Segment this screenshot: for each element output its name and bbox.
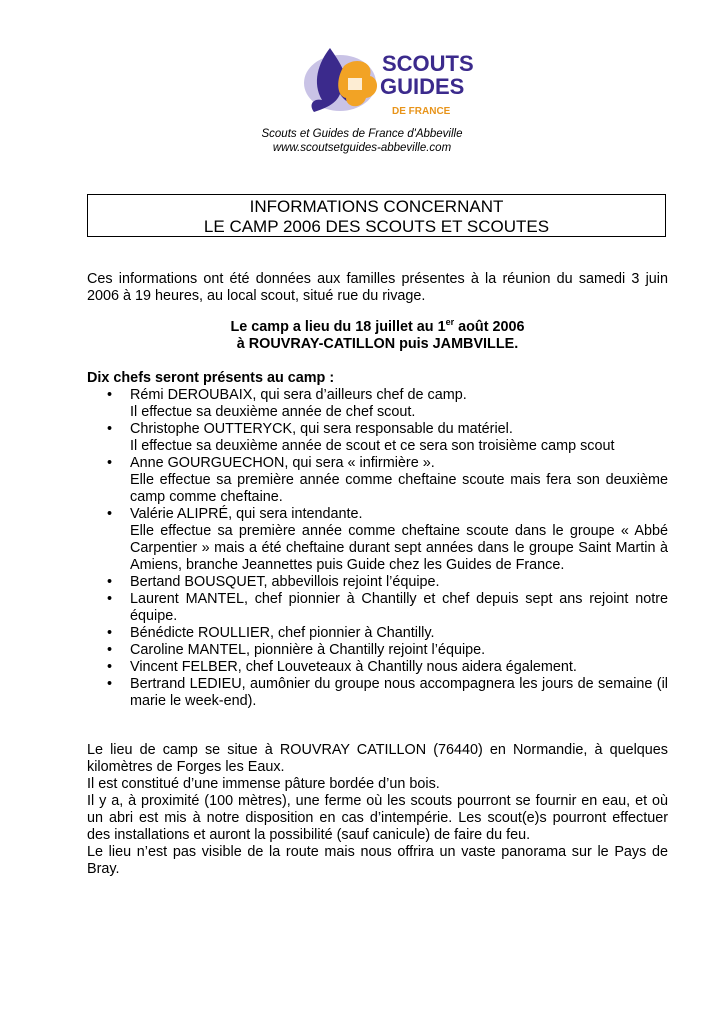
chef-name-line: Laurent MANTEL, chef pionnier à Chantilly et chef depuis sept ans rejoint notre équipe. <box>130 591 668 624</box>
svg-text:GUIDES: GUIDES <box>380 74 465 99</box>
camp-dates-text: Le camp a lieu du 18 juillet au 1 <box>230 319 446 335</box>
bullet-icon: • <box>107 625 113 641</box>
camp-dates-text-end: août 2006 <box>454 319 525 335</box>
chef-name-line: Bertrand LEDIEU, aumônier du groupe nous accompagnera les jours de semaine (il marie le week-end). <box>130 676 668 709</box>
bullet-icon: • <box>107 659 113 675</box>
organization-header <box>0 127 724 155</box>
chef-name-line: Bénédicte ROULLIER, chef pionnier à Chantilly. <box>130 625 435 641</box>
superscript: er <box>445 317 455 328</box>
list-item <box>87 455 668 506</box>
lieu-paragraph: Il est constitué d’une immense pâture bordée d’un bois. <box>87 776 440 792</box>
list-item <box>87 506 668 574</box>
list-item <box>87 659 668 676</box>
lieu-paragraph: Le lieu de camp se situe à ROUVRAY CATILLON (76440) en Normandie, à quelques kilomètres de Forges les Eaux. <box>87 742 668 775</box>
chef-detail-line: Il effectue sa deuxième année de chef scout. <box>130 404 416 420</box>
list-item <box>87 421 668 455</box>
list-item <box>87 387 668 421</box>
chef-name-line: Bertand BOUSQUET, abbevillois rejoint l’équipe. <box>130 574 440 590</box>
bullet-icon: • <box>107 421 113 437</box>
list-item <box>87 574 668 591</box>
chef-detail-line: Il effectue sa deuxième année de scout et ce sera son troisième camp scout <box>130 438 615 454</box>
list-item <box>87 642 668 659</box>
scouts-guides-logo <box>300 38 474 120</box>
chefs-list <box>87 387 668 710</box>
logo-subtitle: DE FRANCE <box>392 106 451 117</box>
chef-name-line: Valérie ALIPRÉ, qui sera intendante. <box>130 506 363 522</box>
bullet-icon: • <box>107 676 113 692</box>
bullet-icon: • <box>107 387 113 403</box>
bullet-icon: • <box>107 455 113 471</box>
chef-name-line: Caroline MANTEL, pionnière à Chantilly rejoint l’équipe. <box>130 642 486 658</box>
list-item <box>87 676 668 710</box>
title-line-2: LE CAMP 2006 DES SCOUTS ET SCOUTES <box>203 217 550 236</box>
document-title <box>87 194 666 237</box>
chef-name-line: Anne GOURGUECHON, qui sera « infirmière ». <box>130 455 435 471</box>
camp-location-line: à ROUVRAY-CATILLON puis JAMBVILLE. <box>236 336 519 352</box>
lieu-section <box>87 742 668 878</box>
lieu-paragraph: Le lieu n’est pas visible de la route mais nous offrira un vaste panorama sur le Pays de Bray. <box>87 844 668 877</box>
chef-detail-line: Elle effectue sa première année comme cheftaine scoute mais fera son deuxième camp comme cheftaine. <box>130 472 668 505</box>
bullet-icon: • <box>107 574 113 590</box>
chefs-heading: Dix chefs seront présents au camp : <box>87 370 335 386</box>
list-item <box>87 625 668 642</box>
camp-dates <box>87 319 668 353</box>
camp-dates-line-1 <box>87 319 668 336</box>
bullet-icon: • <box>107 506 113 522</box>
website: www.scoutsetguides-abbeville.com <box>272 142 452 154</box>
bullet-icon: • <box>107 591 113 607</box>
chef-detail-line: Elle effectue sa première année comme cheftaine scoute dans le groupe « Abbé Carpentier » mais a été cheftaine durant sept années dans le groupe Saint Martin à Amiens, branche Jeannettes puis Guide chez les Guides de France. <box>130 523 668 573</box>
svg-text:SCOUTS: SCOUTS <box>382 51 474 76</box>
bullet-icon: • <box>107 642 113 658</box>
title-line-1: INFORMATIONS CONCERNANT <box>249 197 504 216</box>
intro-paragraph: Ces informations ont été données aux familles présentes à la réunion du samedi 3 juin 2006 à 19 heures, au local scout, situé rue du rivage. <box>87 271 668 304</box>
chef-name-line: Vincent FELBER, chef Louveteaux à Chantilly nous aidera également. <box>130 659 577 675</box>
list-item <box>87 591 668 625</box>
lieu-paragraph: Il y a, à proximité (100 mètres), une ferme où les scouts pourront se fournir en eau, et où un abri est mis à notre disposition en cas d’intempérie. Les scout(e)s pourront effectuer des installations et auront la possibilité (sauf canicule) de faire du feu. <box>87 793 668 843</box>
chef-name-line: Rémi DEROUBAIX, qui sera d’ailleurs chef de camp. <box>130 387 467 403</box>
organization-name: Scouts et Guides de France d'Abbeville <box>261 128 463 140</box>
chef-name-line: Christophe OUTTERYCK, qui sera responsable du matériel. <box>130 421 513 437</box>
